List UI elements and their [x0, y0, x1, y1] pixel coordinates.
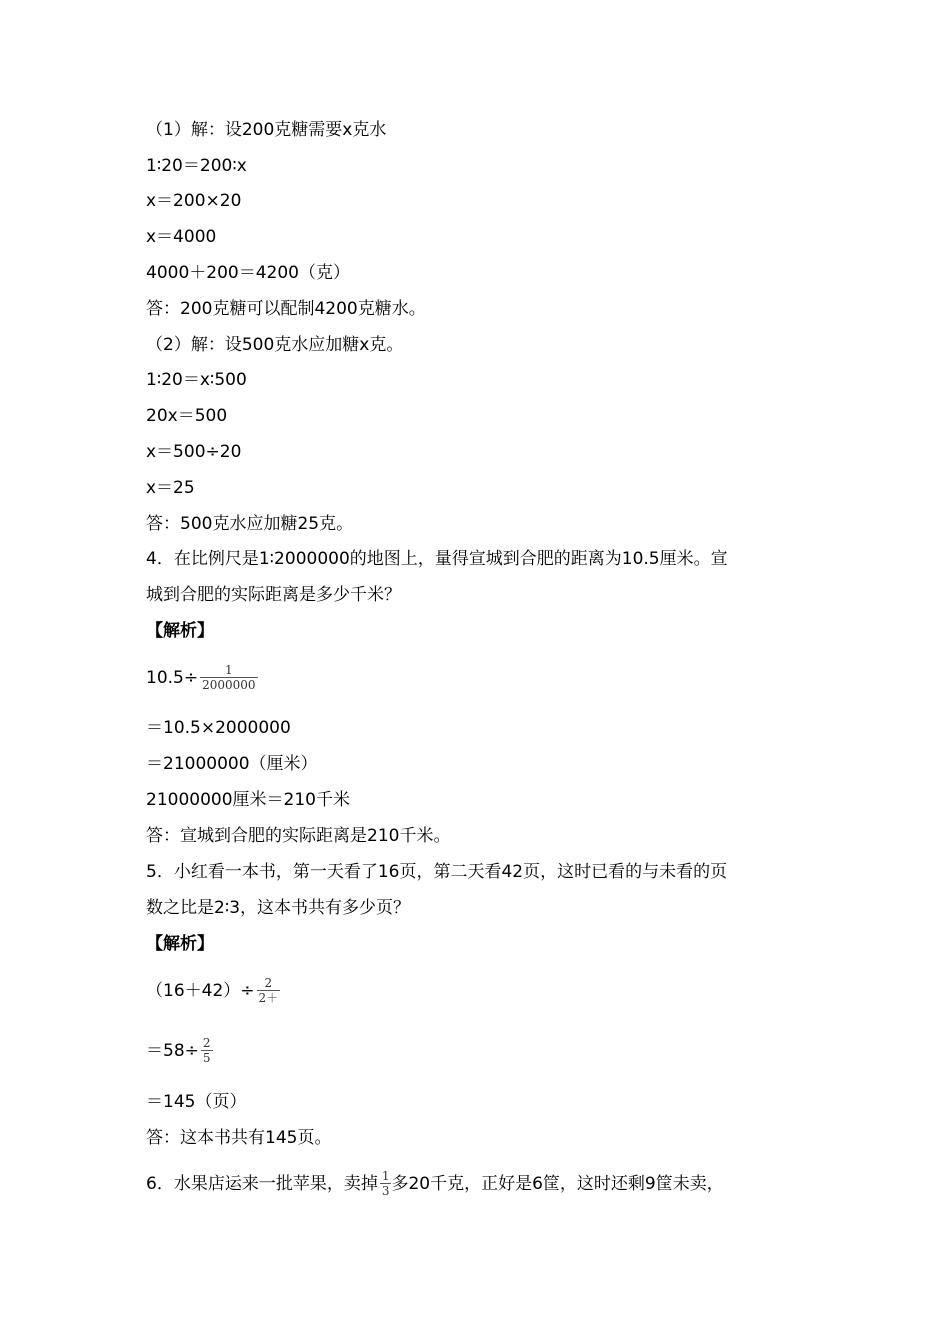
q5-analysis-label: 【解析】 [146, 934, 214, 954]
q4-analysis-label: 【解析】 [146, 621, 214, 641]
q4-fraction-denominator: 2000000 [202, 678, 256, 692]
q6-suffix: 多20千克，正好是6筐，这时还剩9筐未卖， [391, 1174, 724, 1194]
q3-step: x＝500÷20 [146, 442, 242, 462]
q4-expression [146, 660, 258, 696]
q6-question-line1 [146, 1166, 724, 1202]
q3-step: 1∶20＝x∶500 [146, 370, 247, 390]
q6-fraction-denominator: 3 [381, 1184, 390, 1198]
q5-expression [146, 973, 280, 1009]
q3-step: x＝200×20 [146, 191, 242, 211]
q5-expression-prefix: （16＋42）÷ [146, 981, 255, 1001]
q4-fraction-numerator: 1 [225, 663, 233, 677]
q4-question-line2: 城到合肥的实际距离是多少千米？ [146, 585, 401, 605]
q3-step: 1∶20＝200∶x [146, 156, 247, 176]
q4-fraction [200, 664, 257, 692]
q5-fraction-2-numerator: 2 [202, 1036, 211, 1050]
q5-fraction-2-denominator: 5 [202, 1051, 211, 1065]
q5-question-line2: 数之比是2∶3，这本书共有多少页？ [146, 898, 411, 918]
q4-answer: 答：宣城到合肥的实际距离是210千米。 [146, 826, 451, 846]
q5-step-3: ＝145（页） [146, 1092, 247, 1112]
q6-fraction [380, 1170, 392, 1198]
q5-fraction-1 [257, 977, 281, 1005]
q3-part1-heading: （1）解：设200克糖需要x克水 [146, 120, 387, 140]
q4-expression-prefix: 10.5÷ [146, 668, 199, 688]
q3-answer-1: 答：200克糖可以配制4200克糖水。 [146, 299, 426, 319]
q4-step: ＝10.5×2000000 [146, 718, 291, 738]
q4-step: 21000000厘米＝210千米 [146, 790, 350, 810]
q3-step: x＝4000 [146, 227, 217, 247]
q6-fraction-numerator: 1 [381, 1169, 390, 1183]
q5-step-2 [146, 1033, 213, 1069]
q3-part2-heading: （2）解：设500克水应加糖x克。 [146, 335, 404, 355]
q5-answer: 答：这本书共有145页。 [146, 1128, 332, 1148]
q3-step: 20x＝500 [146, 406, 228, 426]
q5-fraction-1-numerator: 2 [264, 976, 273, 990]
q4-question-line1: 4．在比例尺是1∶2000000的地图上，量得宣城到合肥的距离为10.5厘米。宣 [146, 549, 728, 569]
q5-fraction-2 [201, 1037, 213, 1065]
q3-step: 4000＋200＝4200（克） [146, 263, 350, 283]
q3-answer-2: 答：500克水应加糖25克。 [146, 514, 354, 534]
q4-step: ＝21000000（厘米） [146, 754, 318, 774]
q5-fraction-1-denominator: 2＋ [258, 991, 279, 1005]
q3-step: x＝25 [146, 478, 195, 498]
q6-prefix: 6．水果店运来一批苹果，卖掉 [146, 1174, 378, 1194]
q5-question-line1: 5．小红看一本书，第一天看了16页，第二天看42页，这时已看的与未看的页 [146, 862, 728, 882]
q5-step-2-prefix: ＝58÷ [146, 1041, 199, 1061]
